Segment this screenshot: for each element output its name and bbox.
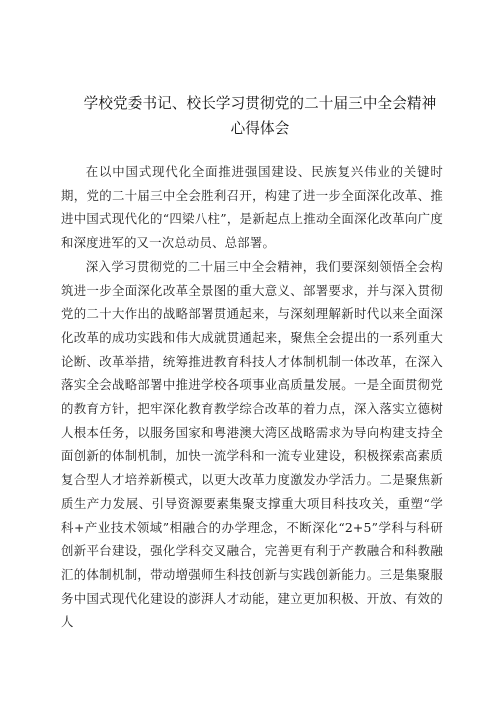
document-body (61, 160, 443, 634)
paragraph-intro: 在以中国式现代化全面推进强国建设、民族复兴伟业的关键时期，党的二十届三中全会胜利召开，构建了进一步全面深化改革、推进中国式现代化的“四梁八柱”，是新起点上推动全面深化改革向广度和深度进军的又一次总动员、总部署。 (61, 164, 443, 251)
paragraph-main: 深入学习贯彻党的二十届三中全会精神，我们要深刻领悟全会构筑进一步全面深化改革全景图的重大意义、部署要求，并与深入贯彻党的二十大作出的战略部署贯通起来，与深刻理解新时代以来全面深化改革的成功实践和伟大成就贯通起来，聚焦全会提出的一系列重大论断、改革举措，统筹推进教育科技人才体制机制一体改革，在深入落实全会战略部署中推进学校各项事业高质量发展。一是全面贯彻党的教育方针，把牢深化教育教学综合改革的着力点，深入落实立德树人根本任务，以服务国家和粤港澳大湾区战略需求为导向构建支持全面创新的体制机制，加快一流学科和一流专业建设，积极探索高素质复合型人才培养新模式，以更大改革力度激发办学活力。二是聚焦新质生产力发展、引导资源要素集聚支撑重大项目科技攻关，重塑“学科+产业技术领域”相融合的办学理念，不断深化“2+5”学科与科研创新平台建设，强化学科交叉融合，完善更有利于产教融合和科教融汇的体制机制，带动增强师生科技创新与实践创新能力。三是集聚服务中国式现代化建设的澎湃人才动能，建立更加积极、开放、有效的人 (61, 258, 443, 630)
document-title: 学校党委书记、校长学习贯彻党的二十届三中全会精神心得体会 (83, 95, 437, 137)
